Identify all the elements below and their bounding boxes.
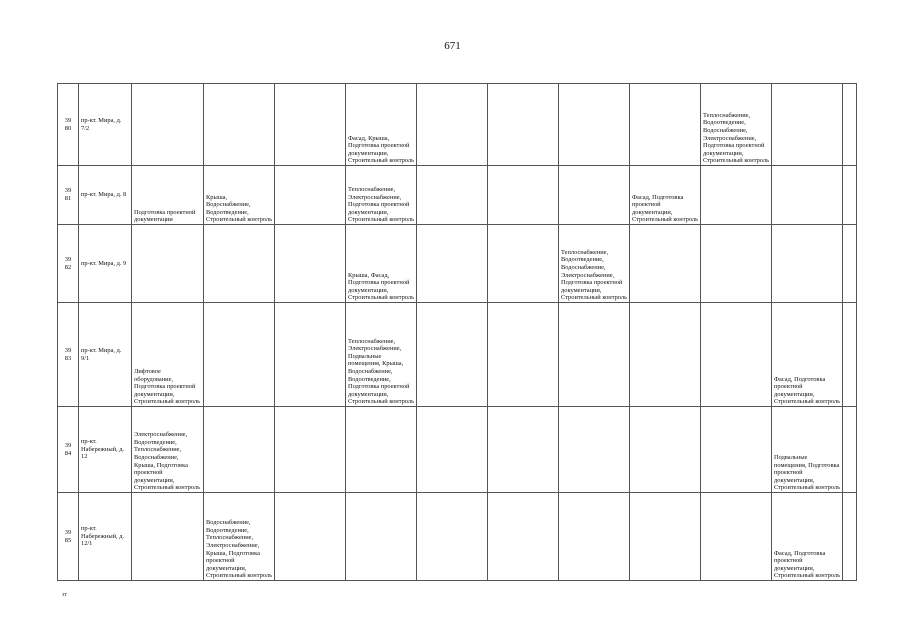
work-cell: Теплоснабжение, Водоотведение, Водоснабжение, Электроснабжение, Подготовка проектной документации, Строительный контроль [559, 225, 630, 303]
work-cell [488, 84, 559, 166]
work-cell [559, 493, 630, 581]
table-row [58, 407, 857, 493]
row-number-cell [58, 493, 79, 581]
work-cell [488, 225, 559, 303]
work-cell [843, 166, 857, 225]
work-cell [132, 84, 204, 166]
work-cell [417, 225, 488, 303]
table-row [58, 493, 857, 581]
work-cell [275, 493, 346, 581]
work-cell [772, 166, 843, 225]
address-cell: пр-кт. Мира, д. 9 [79, 225, 132, 303]
work-cell [132, 225, 204, 303]
work-cell [417, 407, 488, 493]
row-number-cell [58, 407, 79, 493]
work-cell [559, 303, 630, 407]
work-cell [417, 303, 488, 407]
row-number-bottom: 81 [64, 195, 72, 202]
work-cell [275, 225, 346, 303]
work-cell [843, 225, 857, 303]
work-cell: Фасад, Подготовка проектной документации, Строительный контроль [630, 166, 701, 225]
row-number-cell [58, 166, 79, 225]
work-cell [488, 303, 559, 407]
work-cell [559, 84, 630, 166]
work-cell [417, 166, 488, 225]
row-number-top: 39 [64, 441, 72, 449]
address-cell: пр-кт. Мира, д. 7/2 [79, 84, 132, 166]
work-cell [346, 493, 417, 581]
work-cell: Фасад, Подготовка проектной документации, Строительный контроль [772, 303, 843, 407]
work-cell: Электроснабжение, Водоотведение, Теплоснабжение, Водоснабжение, Крыша, Подготовка проектной документации, Строительный контроль [132, 407, 204, 493]
work-cell [204, 84, 275, 166]
address-cell: пр-кт. Набережный, д. 12 [79, 407, 132, 493]
row-number-bottom: 84 [64, 449, 72, 457]
row-number-cell [58, 303, 79, 407]
table-row [58, 84, 857, 166]
work-cell [275, 84, 346, 166]
work-cell: Подготовка проектной документации [132, 166, 204, 225]
work-cell [417, 84, 488, 166]
work-cell [843, 407, 857, 493]
work-cell: Водоснабжение, Водоотведение, Теплоснабжение, Электроснабжение, Крыша, Подготовка проектной документации, Строительный контроль [204, 493, 275, 581]
footer-mark: зт [62, 592, 67, 598]
work-cell [701, 493, 772, 581]
work-cell [630, 303, 701, 407]
row-number-bottom: 85 [64, 536, 72, 544]
row-number-cell [58, 225, 79, 303]
work-cell [630, 225, 701, 303]
row-number-top: 39 [64, 116, 72, 124]
work-cell: Крыша, Фасад, Подготовка проектной документации, Строительный контроль [346, 225, 417, 303]
work-cell [132, 493, 204, 581]
work-cell [772, 225, 843, 303]
work-cell [488, 407, 559, 493]
work-cell: Фасад, Подготовка проектной документации, Строительный контроль [772, 493, 843, 581]
row-number-cell [58, 84, 79, 166]
address-cell: пр-кт. Набережный, д. 12/1 [79, 493, 132, 581]
work-cell: Фасад, Крыша, Подготовка проектной документации, Строительный контроль [346, 84, 417, 166]
work-cell [275, 166, 346, 225]
work-cell [275, 303, 346, 407]
work-cell [630, 493, 701, 581]
row-number-top: 39 [64, 187, 72, 195]
work-cell [630, 84, 701, 166]
work-cell: Подвальные помещения, Подготовка проектной документации, Строительный контроль [772, 407, 843, 493]
table-row [58, 166, 857, 225]
row-number-bottom: 80 [64, 124, 72, 132]
work-cell [843, 84, 857, 166]
work-cell [701, 407, 772, 493]
row-number-top: 39 [64, 528, 72, 536]
work-cell: Теплоснабжение, Электроснабжение, Подвальные помещения, Крыша, Водоснабжение, Водоотведение, Подготовка проектной документации, Строительный контроль [346, 303, 417, 407]
work-cell [204, 225, 275, 303]
work-cell [275, 407, 346, 493]
work-cell [701, 303, 772, 407]
work-cell [701, 225, 772, 303]
row-number-top: 39 [64, 346, 72, 354]
work-cell [204, 303, 275, 407]
work-cell [843, 493, 857, 581]
row-number-bottom: 83 [64, 354, 72, 362]
work-cell: Теплоснабжение, Электроснабжение, Подготовка проектной документации, Строительный контроль [346, 166, 417, 225]
work-cell [346, 407, 417, 493]
repair-schedule-table [57, 83, 857, 581]
work-cell [630, 407, 701, 493]
work-cell [488, 493, 559, 581]
work-cell [772, 84, 843, 166]
work-cell: Крыша, Водоснабжение, Водоотведение, Строительный контроль [204, 166, 275, 225]
work-cell [559, 166, 630, 225]
work-cell [701, 166, 772, 225]
row-number-top: 39 [64, 255, 72, 263]
work-cell [204, 407, 275, 493]
work-cell: Теплоснабжение, Водоотведение, Водоснабжение, Электроснабжение, Подготовка проектной документации, Строительный контроль [701, 84, 772, 166]
work-cell [417, 493, 488, 581]
table-row [58, 303, 857, 407]
row-number-bottom: 82 [64, 263, 72, 271]
address-cell: пр-кт. Мира, д. 8 [79, 166, 132, 225]
page-number: 671 [444, 40, 461, 52]
address-cell: пр-кт. Мира, д. 9/1 [79, 303, 132, 407]
work-cell [488, 166, 559, 225]
work-cell [559, 407, 630, 493]
table-row [58, 225, 857, 303]
work-cell [843, 303, 857, 407]
work-cell: Лифтовое оборудование, Подготовка проектной документации, Строительный контроль [132, 303, 204, 407]
